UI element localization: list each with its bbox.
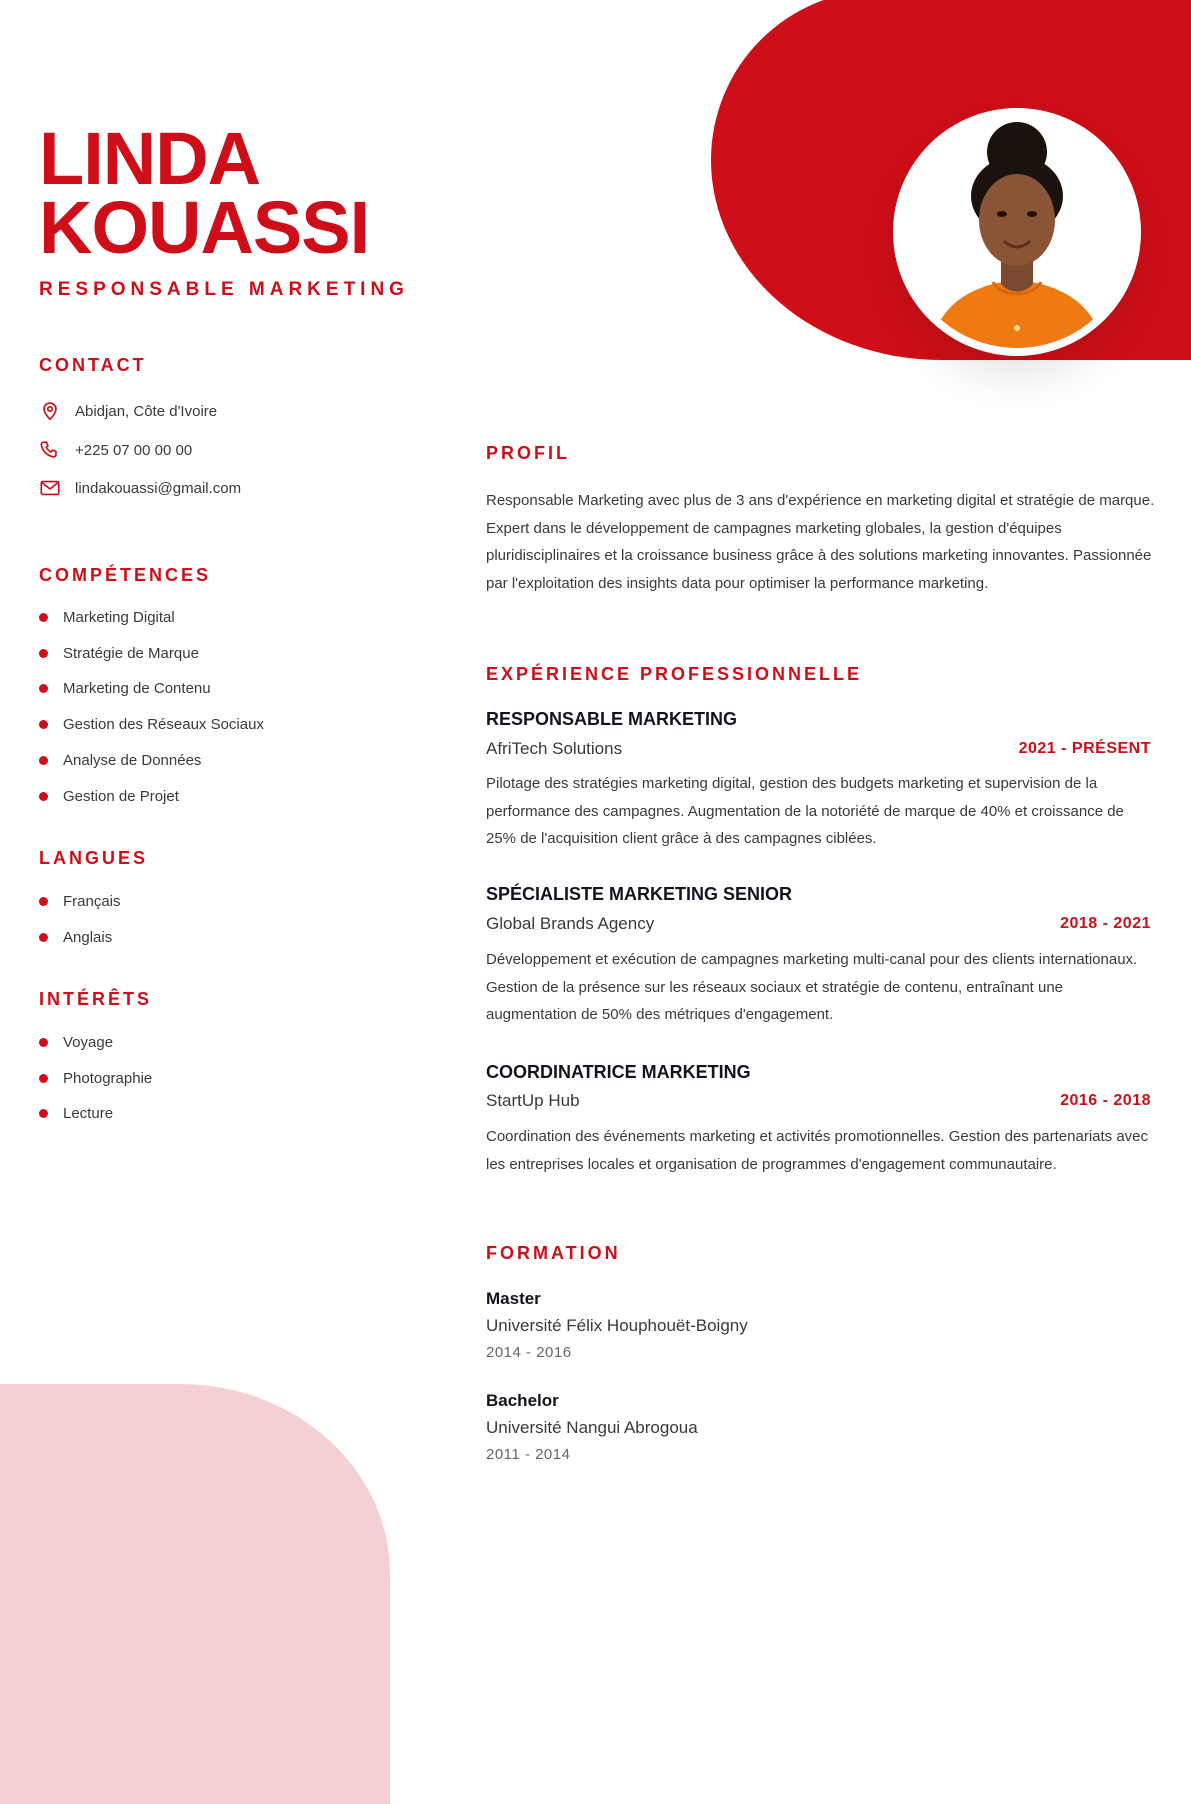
skills-heading: COMPÉTENCES xyxy=(39,565,212,585)
job-company: StartUp Hub xyxy=(486,1091,580,1110)
portrait-illustration xyxy=(901,116,1133,348)
contact-phone-text: +225 07 00 00 00 xyxy=(75,441,193,459)
bullet-dot xyxy=(39,1074,48,1083)
interest-label: Photographie xyxy=(63,1070,153,1087)
job-description: Développement et exécution de campagnes marketing multi-canal pour des clients internationaux. Gestion de la présence sur les réseaux sociaux et stratégie de contenu, entraînant une augmentation de 50% des métriques d'engagement. xyxy=(486,951,1138,1023)
language-label: Français xyxy=(63,893,121,910)
job-role: SPÉCIALISTE MARKETING SENIOR xyxy=(486,884,793,904)
job-description: Coordination des événements marketing et activités promotionnelles. Gestion des partenariats avec les entreprises locales et organisation de programmes d'engagement communautaire. xyxy=(486,1128,1149,1173)
skill-label: Marketing Digital xyxy=(63,609,175,626)
job-description: Pilotage des stratégies marketing digital, gestion des budgets marketing et supervision de la performance des campagnes. Augmentation de la notoriété de marque de 40% et croissance de 25% de l'acquisition client grâce à des campagnes ciblées. xyxy=(486,775,1124,847)
education-school: Université Nangui Abrogoua xyxy=(486,1418,698,1437)
skill-item xyxy=(39,680,211,697)
bullet-dot xyxy=(39,792,48,801)
skill-item xyxy=(39,645,199,662)
job-title: RESPONSABLE MARKETING xyxy=(39,279,409,300)
education-years: 2011 - 2014 xyxy=(486,1446,571,1463)
bullet-dot xyxy=(39,933,48,942)
contact-phone[interactable] xyxy=(39,439,192,461)
interests-heading: INTÉRÊTS xyxy=(39,989,153,1009)
skill-label: Stratégie de Marque xyxy=(63,645,199,662)
profile-photo-frame xyxy=(893,108,1141,356)
bullet-dot xyxy=(39,684,48,693)
contact-email[interactable] xyxy=(39,477,241,499)
job-dates: 2018 - 2021 xyxy=(1060,915,1151,932)
bullet-dot xyxy=(39,1038,48,1047)
skill-label: Gestion de Projet xyxy=(63,788,179,805)
job-company: AfriTech Solutions xyxy=(486,739,623,758)
job-dates: 2021 - PRÉSENT xyxy=(1018,740,1151,757)
interest-item xyxy=(39,1070,152,1087)
last-name: KOUASSI xyxy=(39,186,370,269)
skill-label: Marketing de Contenu xyxy=(63,680,211,697)
language-item xyxy=(39,893,121,910)
job-company: Global Brands Agency xyxy=(486,914,655,933)
phone-icon xyxy=(39,439,61,461)
profile-heading: PROFIL xyxy=(486,443,570,463)
skill-label: Gestion des Réseaux Sociaux xyxy=(63,716,264,733)
bullet-dot xyxy=(39,756,48,765)
interest-label: Voyage xyxy=(63,1034,114,1051)
education-years: 2014 - 2016 xyxy=(486,1344,572,1361)
interest-item xyxy=(39,1105,113,1122)
job-dates: 2016 - 2018 xyxy=(1060,1092,1151,1109)
footer-decor-blob xyxy=(0,1384,390,1804)
language-item xyxy=(39,929,112,946)
profile-photo xyxy=(901,116,1133,348)
education-heading: FORMATION xyxy=(486,1243,621,1263)
location-pin-icon xyxy=(39,400,61,422)
education-degree: Master xyxy=(486,1289,541,1308)
experience-heading: EXPÉRIENCE PROFESSIONNELLE xyxy=(486,664,863,684)
skill-label: Analyse de Données xyxy=(63,752,202,769)
profile-text: Responsable Marketing avec plus de 3 ans d'expérience en marketing digital et stratégie de marque. Expert dans le développement de campagnes marketing globales, la gestion d'équipes pluridisciplinaires et la croissance business grâce à des solutions marketing innovantes. Passionnée par l'exploitation des insights data pour optimiser la performance marketing. xyxy=(486,492,1155,592)
contact-location-text: Abidjan, Côte d'Ivoire xyxy=(75,402,218,420)
skill-item xyxy=(39,788,179,805)
skill-item xyxy=(39,752,201,769)
contact-email-text: lindakouassi@gmail.com xyxy=(75,479,242,497)
bullet-dot xyxy=(39,720,48,729)
interest-label: Lecture xyxy=(63,1105,114,1122)
bullet-dot xyxy=(39,1109,48,1118)
contact-location xyxy=(39,400,217,422)
bullet-dot xyxy=(39,897,48,906)
languages-heading: LANGUES xyxy=(39,848,149,868)
interest-item xyxy=(39,1034,113,1051)
contact-heading: CONTACT xyxy=(39,355,147,375)
language-label: Anglais xyxy=(63,929,113,946)
education-school: Université Félix Houphouët-Boigny xyxy=(486,1316,748,1335)
bullet-dot xyxy=(39,649,48,658)
job-role: RESPONSABLE MARKETING xyxy=(486,709,738,729)
bullet-dot xyxy=(39,613,48,622)
education-degree: Bachelor xyxy=(486,1391,559,1410)
mail-icon xyxy=(39,477,61,499)
skill-item xyxy=(39,716,264,733)
skill-item xyxy=(39,609,175,626)
job-role: COORDINATRICE MARKETING xyxy=(486,1062,751,1082)
first-name: LINDA xyxy=(39,117,261,200)
